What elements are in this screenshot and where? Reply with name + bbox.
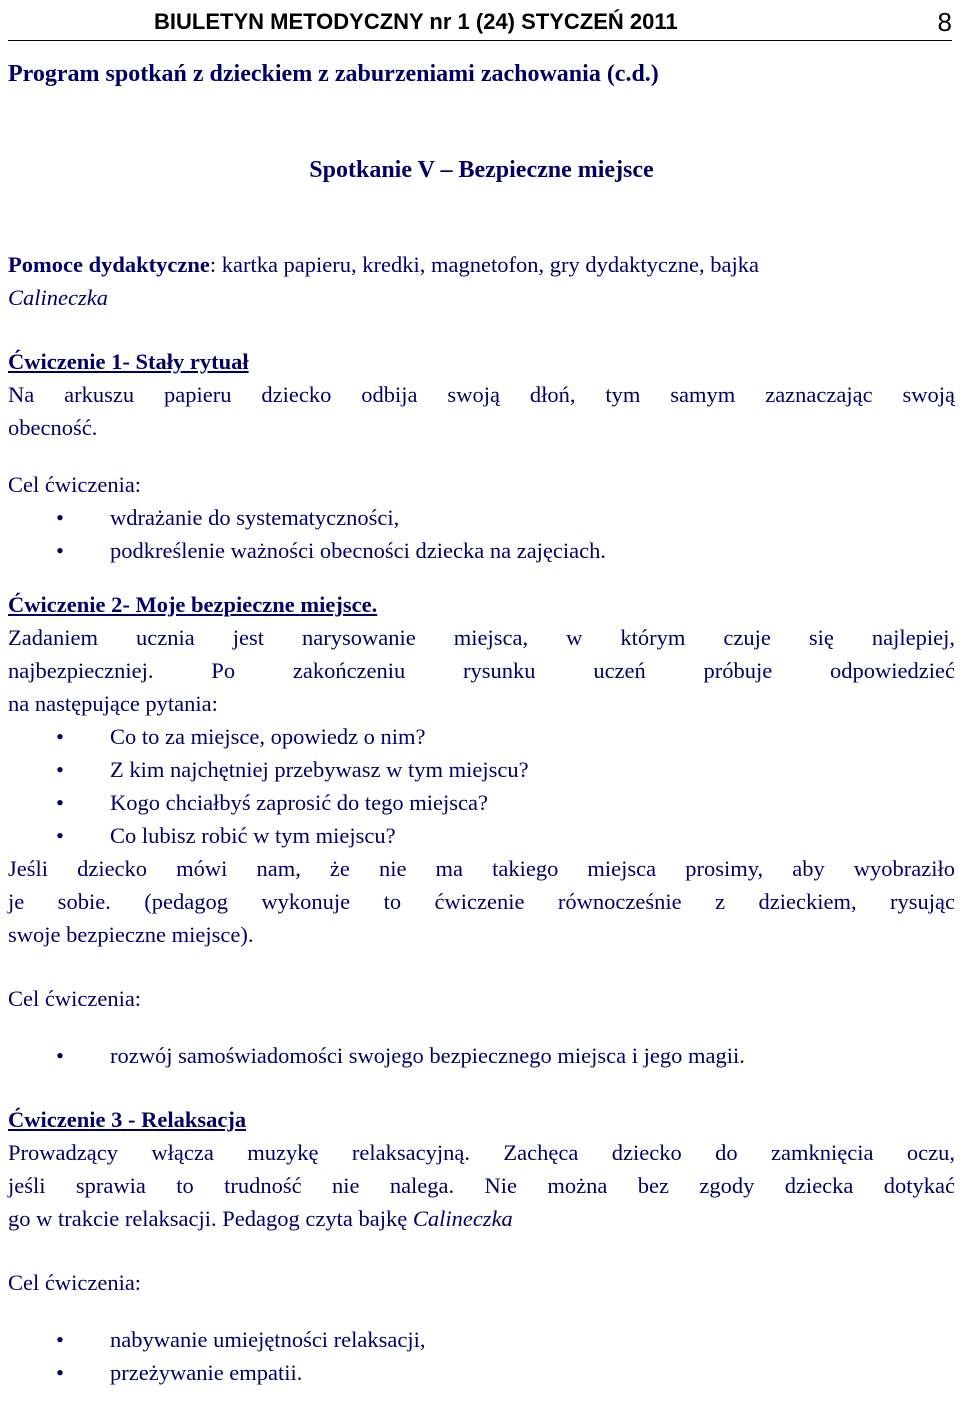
list-item: • Co to za miejsce, opowiedz o nim? [8,720,955,753]
list-item: • Co lubisz robić w tym miejscu? [8,819,955,852]
exercise-2-questions [8,720,955,852]
exercise-1-line-1: Na arkuszu papieru dziecko odbija swoją dłoń, tym samym zaznaczając swoją [8,382,955,407]
teaching-aids-text: : kartka papieru, kredki, magnetofon, gry dydaktyczne, bajka [209,252,760,277]
teaching-aids [8,248,955,281]
list-item: • podkreślenie ważności obecności dziecka na zajęciach. [8,534,955,567]
program-title: Program spotkań z dzieckiem z zaburzeniami zachowania (c.d.) [8,61,659,87]
page-number: 8 [937,7,952,37]
teaching-aids-tale: Calineczka [8,285,108,310]
exercise-2-line-3: na następujące pytania: [8,691,218,716]
exercise-2-title: Ćwiczenie 2- Moje bezpieczne miejsce. [8,592,378,617]
list-item: • przeżywanie empatii. [8,1356,955,1389]
exercise-1-goal-label: Cel ćwiczenia: [8,472,142,497]
list-item: • wdrażanie do systematyczności, [8,501,955,534]
exercise-1-line-2: obecność. [8,415,98,440]
exercise-1-goals [8,501,955,567]
exercise-2-line-1: Zadaniem ucznia jest narysowanie miejsca, w którym czuje się najlepiej, [8,625,955,650]
exercise-2-line-2: najbezpieczniej. Po zakończeniu rysunku uczeń próbuje odpowiedzieć [8,658,955,683]
exercise-2-after-line-2: je sobie. (pedagog wykonuje to ćwiczenie równocześnie z dzieckiem, rysując [8,889,955,914]
exercise-2-goals [8,1039,955,1072]
exercise-3-last-line: go w trakcie relaksacji. Pedagog czyta bajkę [8,1206,413,1231]
list-item: • Z kim najchętniej przebywasz w tym miejscu? [8,753,955,786]
exercise-3-goals [8,1323,955,1389]
exercise-3-line-3 [8,1202,955,1235]
page-header [8,4,952,41]
exercise-3-line-1: Prowadzący włącza muzykę relaksacyjną. Zachęca dziecko do zamknięcia oczu, [8,1140,955,1165]
exercise-3-tale: Calineczka [412,1206,513,1231]
teaching-aids-label: Pomoce dydaktyczne [8,252,210,277]
list-item: • nabywanie umiejętności relaksacji, [8,1323,955,1356]
list-item: • Kogo chciałbyś zaprosić do tego miejsca? [8,786,955,819]
exercise-3-title: Ćwiczenie 3 - Relaksacja [8,1107,247,1132]
bulletin-title: BIULETYN METODYCZNY nr 1 (24) STYCZEŃ 2011 [154,9,678,34]
exercise-2-goal-label: Cel ćwiczenia: [8,986,142,1011]
exercise-1-title: Ćwiczenie 1- Stały rytuał [8,349,249,374]
exercise-2-after-line-3: swoje bezpieczne miejsce). [8,922,254,947]
exercise-3-line-2: jeśli sprawia to trudność nie nalega. Nie można bez zgody dziecka dotykać [8,1173,955,1198]
meeting-title: Spotkanie V – Bezpieczne miejsce [309,157,654,183]
list-item: • rozwój samoświadomości swojego bezpiecznego miejsca i jego magii. [8,1039,955,1072]
exercise-2-after-line-1: Jeśli dziecko mówi nam, że nie ma takiego miejsca prosimy, aby wyobraziło [8,856,955,881]
exercise-3-goal-label: Cel ćwiczenia: [8,1270,142,1295]
document-body [8,56,955,1389]
